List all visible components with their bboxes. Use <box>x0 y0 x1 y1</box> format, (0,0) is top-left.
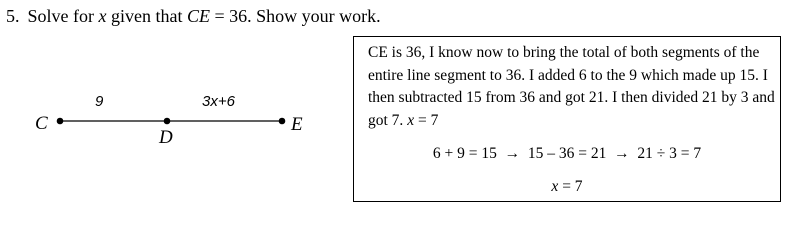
point-d-dot <box>164 118 171 125</box>
question-text-1: Solve for <box>27 6 99 26</box>
segment-cd-label: 9 <box>95 93 104 110</box>
answer-paragraph-text: CE is 36, I know now to bring the total of both segments of the entire line segment to 36. I added 6 to the 9 which made up 15. I then subtracted 15 from 36 and got 21. I then divided 21 by 3 and got 7. <box>368 44 775 129</box>
point-e-dot <box>279 118 286 125</box>
segment-drawing <box>0 0 340 219</box>
question-text-3: = 36. Show your work. <box>210 6 381 26</box>
answer-final-value: = 7 <box>558 178 583 195</box>
answer-paragraph-variable: x <box>407 111 415 129</box>
answer-equation-chain: 6 + 9 = 15 → 15 – 36 = 21 → 21 ÷ 3 = 7 <box>432 145 702 162</box>
question-variable: x <box>98 6 107 26</box>
point-d-label: D <box>159 127 173 148</box>
answer-final-result <box>354 178 780 196</box>
point-c-dot <box>57 118 64 125</box>
answer-paragraph <box>368 42 776 132</box>
line-segment-diagram <box>0 0 340 219</box>
question-segment: CE <box>186 6 210 26</box>
answer-box <box>353 36 781 202</box>
point-e-label: E <box>291 114 303 135</box>
answer-final-variable: x <box>551 178 559 195</box>
point-c-label: C <box>35 113 48 134</box>
question-number: 5. <box>6 6 20 26</box>
segment-de-label: 3x+6 <box>202 93 235 110</box>
answer-paragraph-result: = 7 <box>414 111 439 129</box>
question-text-2: given that <box>106 6 187 26</box>
